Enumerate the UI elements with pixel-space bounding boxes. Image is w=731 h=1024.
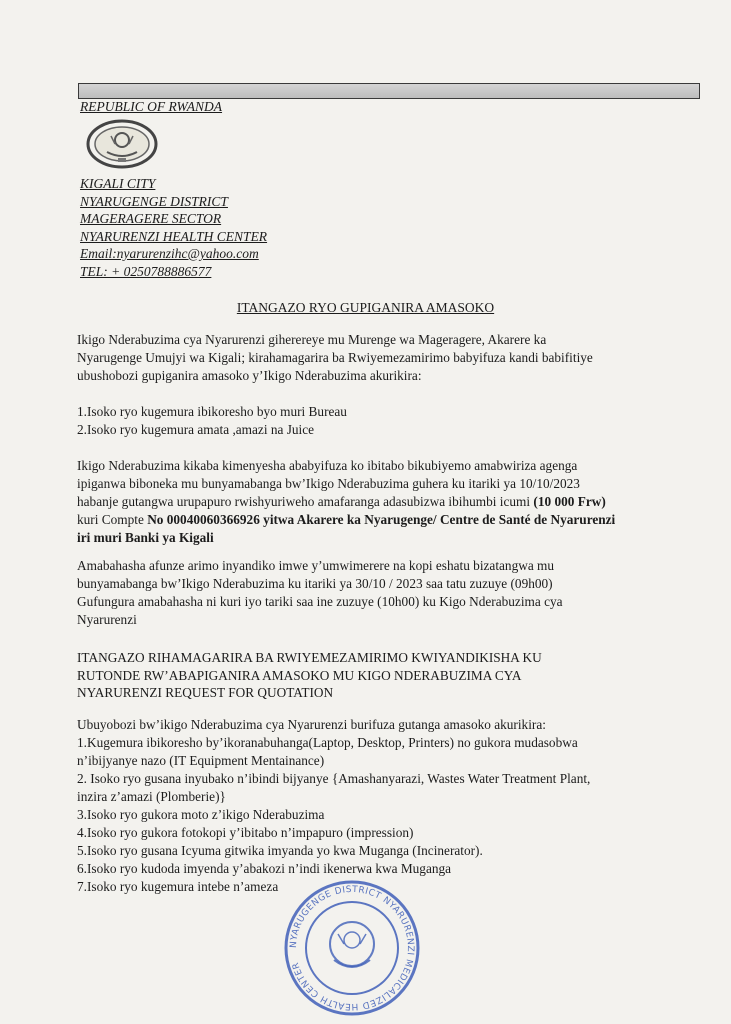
rfq-item: n’ibijyanye nazo (IT Equipment Mentainance) [77, 753, 325, 768]
rfq-item: 4.Isoko ryo gukora fotokopi y’ibitabo n’impapuro (impression) [77, 825, 414, 840]
submission-line: bunyamabanga bw’Ikigo Nderabuzima ku itariki ya 30/10 / 2023 saa tatu zuzuye (09h00) [77, 576, 553, 591]
rfq-title-line: ITANGAZO RIHAMAGARIRA BA RWIYEMEZAMIRIMO KWIYANDIKISHA KU [77, 650, 542, 665]
tender-item: 1.Isoko ryo kugemura ibikoresho byo muri Bureau [77, 404, 347, 419]
info-line: ipiganwa biboneka mu bunyamabanga bw’Ikigo Nderabuzima guhera ku itariki ya 10/10/2023 [77, 476, 580, 491]
intro-paragraph [77, 331, 697, 385]
rfq-item: 3.Isoko ryo gukora moto z’ikigo Nderabuzima [77, 807, 325, 822]
tender-item: 2.Isoko ryo kugemura amata ,amazi na Juice [77, 422, 315, 437]
info-line [77, 529, 697, 547]
header-bar [78, 83, 700, 99]
submission-line: Amabahasha afunze arimo inyandiko imwe y’umwimerere na kopi eshatu bizatangwa mu [77, 558, 555, 573]
address-line-city: KIGALI CITY [80, 176, 156, 191]
intro-line: Ikigo Nderabuzima cya Nyarurenzi giherereye mu Murenge wa Mageragere, Akarere ka [77, 332, 547, 347]
rfq-item: 2. Isoko ryo gusana inyubako n’ibindi bijyanye {Amashanyarazi, Wastes Water Treatment Plant, [77, 771, 591, 786]
submission-line: Nyarurenzi [77, 612, 137, 627]
info-line [77, 493, 697, 511]
stamp-ring-text: NYARUGENGE DISTRICT NYARURENZI MEDICALIZED HEALTH CENTER [288, 884, 416, 1012]
republic-heading: REPUBLIC OF RWANDA [80, 99, 223, 114]
tel-line: TEL: + 0250788886577 [80, 263, 212, 279]
rfq-item: 1.Kugemura ibikoresho by’ikoranabuhanga(Laptop, Desktop, Printers) no gukora mudasobwa [77, 735, 578, 750]
bank-name: iri muri Banki ya Kigali [77, 530, 214, 545]
submission-paragraph [77, 557, 697, 629]
email-line: Email:nyarurenzihc@yahoo.com [80, 246, 259, 261]
rfq-intro: Ubuyobozi bw’ikigo Nderabuzima cya Nyarurenzi burifuza gutanga amasoko akurikira: [77, 717, 546, 732]
rfq-item: 5.Isoko ryo gusana Icyuma gitwika imyanda yo kwa Muganga (Incinerator). [77, 843, 483, 858]
address-line-sector: MAGERAGERE SECTOR [80, 211, 222, 226]
address-line-district: NYARUGENGE DISTRICT [80, 193, 228, 209]
fee-amount: (10 000 Frw) [533, 494, 606, 509]
rfq-item: 7.Isoko ryo kugemura intebe n’ameza [77, 879, 279, 894]
institution-address [80, 175, 267, 280]
account-number: No 00040060366926 yitwa Akarere ka Nyarugenge/ Centre de Santé de Nyarurenzi [147, 512, 616, 527]
submission-line: Gufungura amabahasha ni kuri iyo tariki saa ine zuzuye (10h00) ku Kigo Nderabuzima cya [77, 594, 563, 609]
tender-list [77, 403, 697, 439]
rfq-title-line: NYARURENZI REQUEST FOR QUOTATION [77, 685, 334, 700]
rfq-title-line: RUTONDE RW’ABAPIGANIRA AMASOKO MU KIGO NDERABUZIMA CYA [77, 667, 522, 683]
rfq-title [77, 649, 697, 702]
rfq-item: 6.Isoko ryo kudoda imyenda y’abakozi n’indi ikenerwa kwa Muganga [77, 861, 452, 876]
intro-line: Nyarugenge Umujyi wa Kigali; kirahamagarira ba Rwiyemezamirimo babyifuza kandi babifitiye [77, 350, 593, 365]
info-text: habanje gutangwa urupapuro rwishyuriweho amafaranga adasubizwa ibihumbi icumi [77, 494, 534, 509]
info-text: kuri Compte [77, 512, 148, 527]
notice-title: ITANGAZO RYO GUPIGANIRA AMASOKO [236, 300, 495, 315]
rfq-item: inzira z’amazi (Plomberie)} [77, 789, 226, 804]
info-paragraph [77, 457, 697, 547]
intro-line: ubushobozi gupiganira amasoko y’Ikigo Nderabuzima akurikira: [77, 368, 422, 383]
address-line-center: NYARURENZI HEALTH CENTER [80, 228, 268, 244]
rwanda-emblem-icon [85, 118, 159, 170]
info-line: Ikigo Nderabuzima kikaba kimenyesha ababyifuza ko ibitabo bikubiyemo amabwiriza agenga [77, 458, 578, 473]
info-line [77, 511, 697, 529]
official-stamp-icon [282, 878, 422, 1018]
rfq-section [77, 716, 697, 896]
